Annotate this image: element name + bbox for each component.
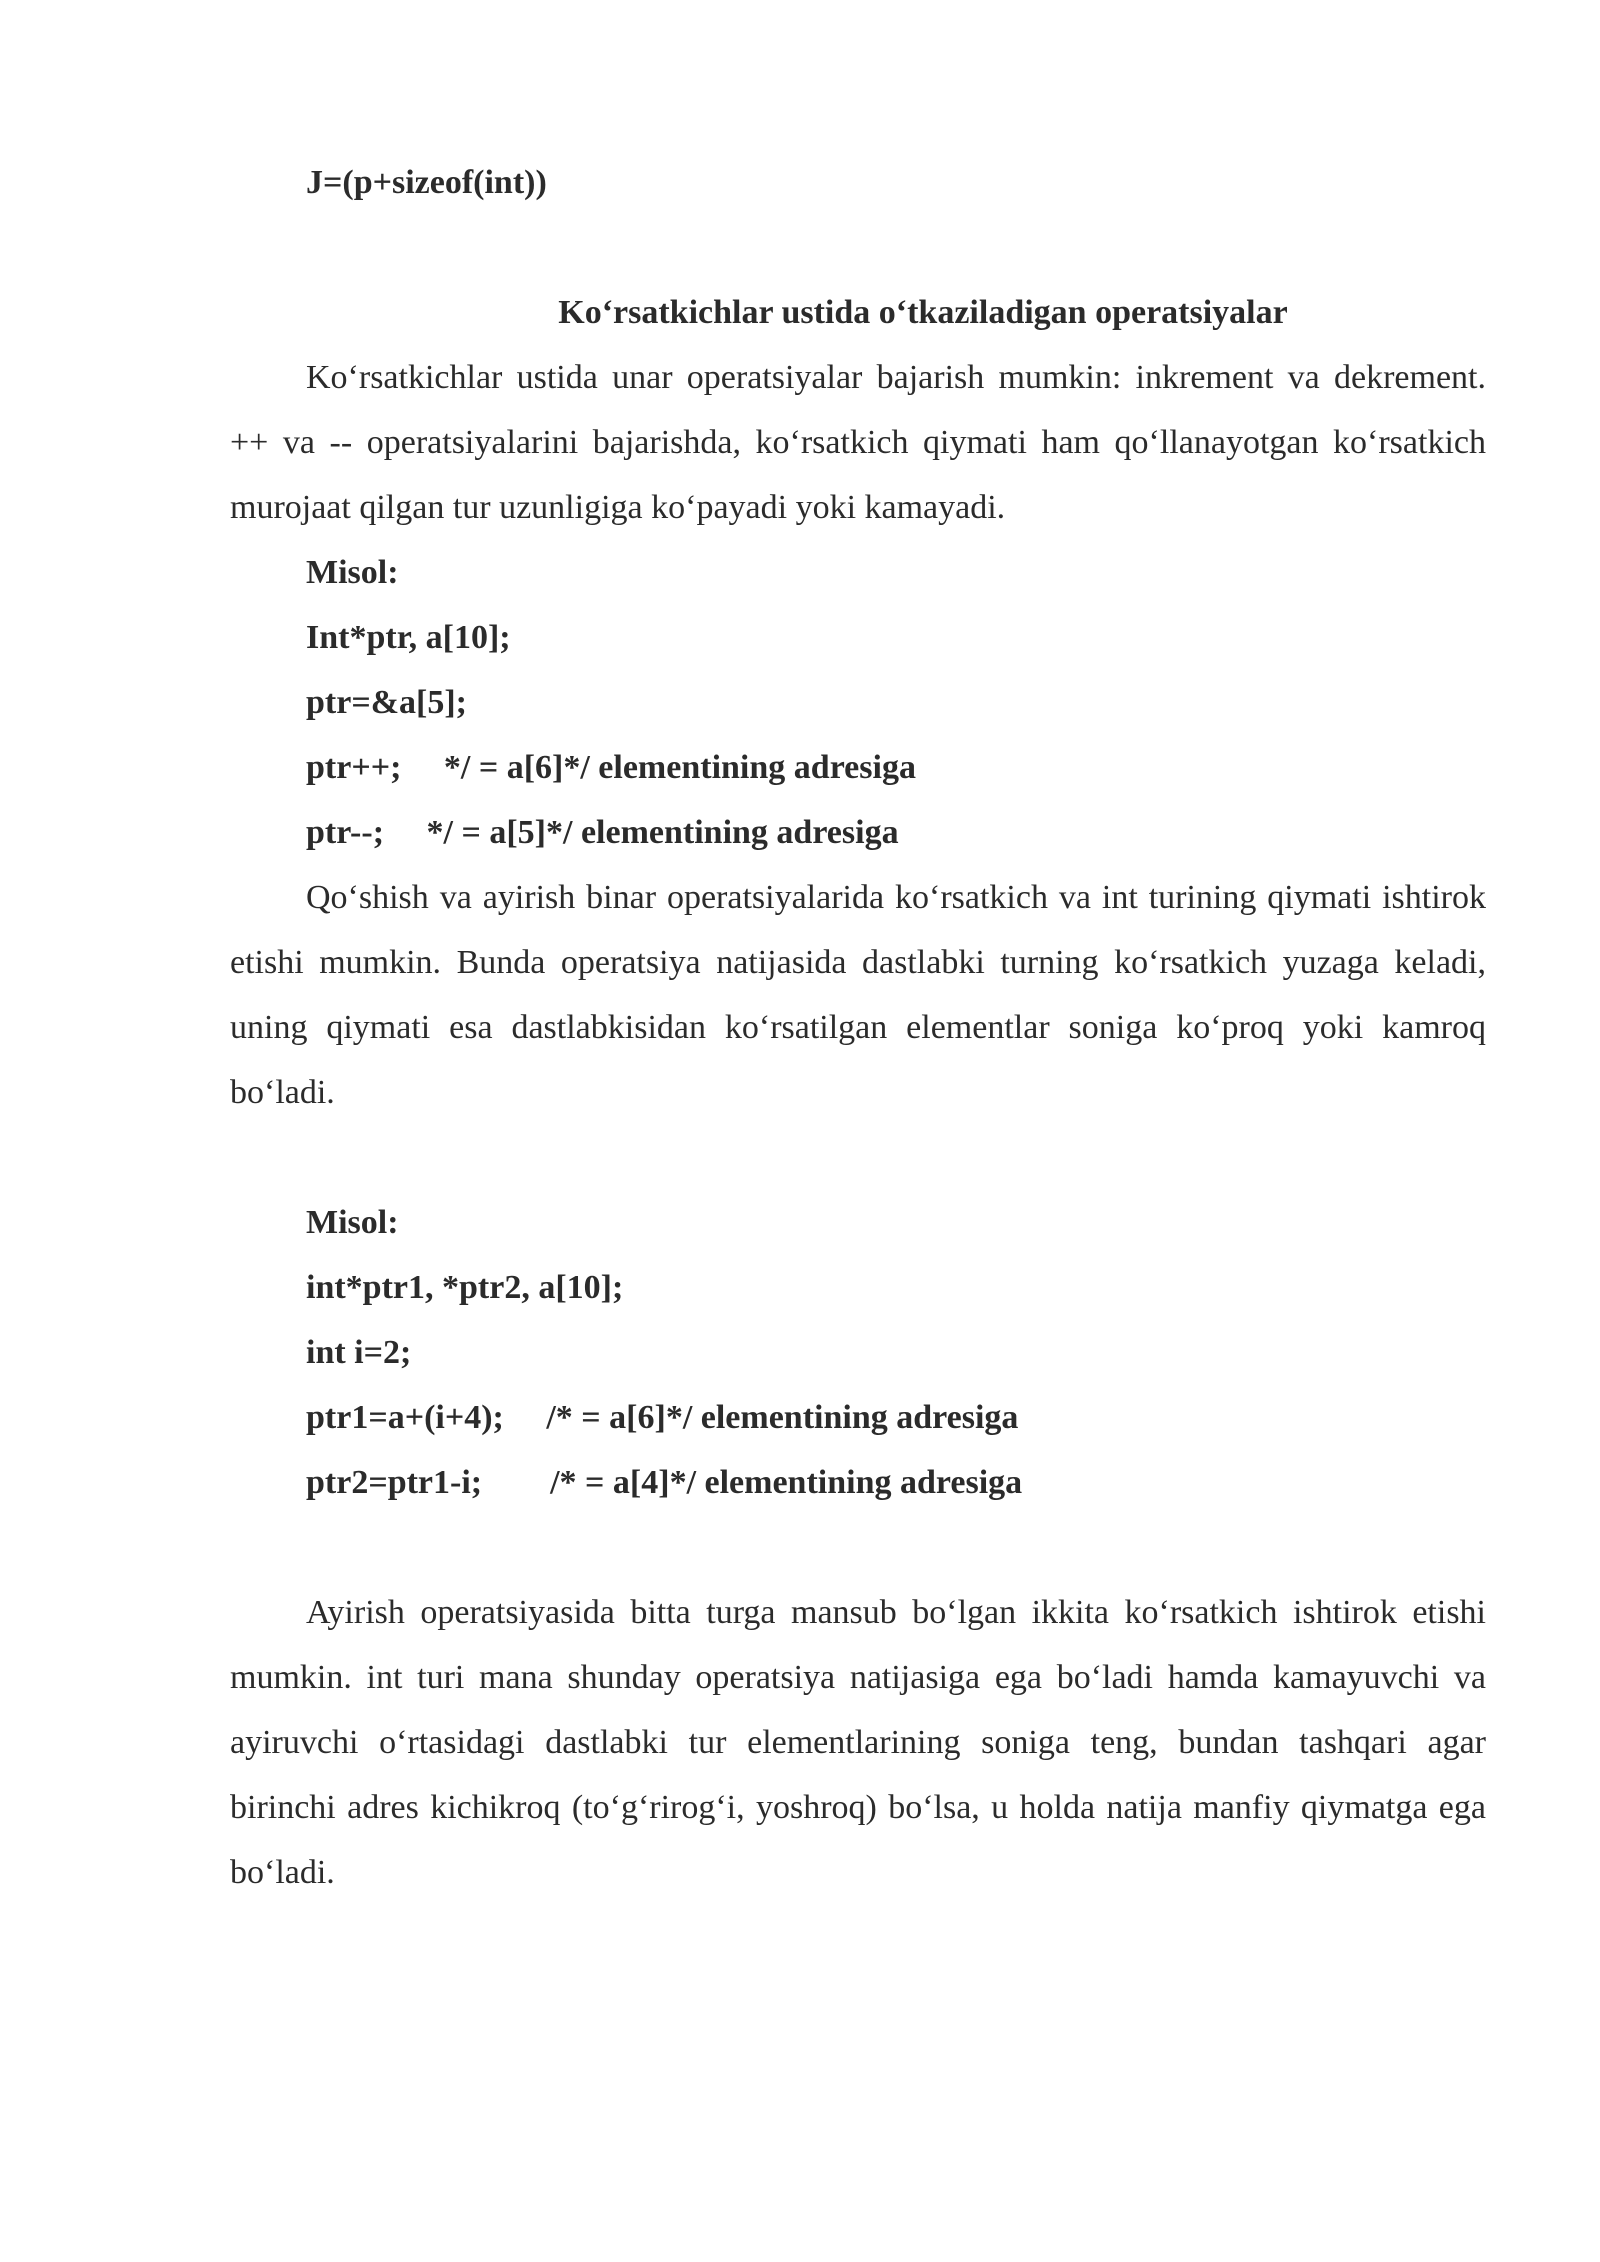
spacer: [230, 1515, 1486, 1580]
document-page: [230, 150, 1486, 1905]
formula-line: J=(p+sizeof(int)): [306, 164, 547, 201]
spacer: [230, 1125, 1486, 1190]
code-line: ptr2=ptr1-i; /* = a[4]*/ elementining adresiga: [306, 1464, 1023, 1501]
code-line: ptr=&a[5];: [306, 684, 467, 721]
code-line: int*ptr1, *ptr2, a[10];: [306, 1269, 624, 1306]
code-line: ptr--; */ = a[5]*/ elementining adresiga: [306, 814, 899, 851]
code-line: Int*ptr, a[10];: [306, 619, 511, 656]
paragraph-unary-ops: Ko‘rsatkichlar ustida unar operatsiyalar bajarish mumkin: inkrement va dekrement. ++ va -- operatsiyalarini bajarishda, ko‘rsatkich qiymati ham qo‘llanayotgan ko‘rsatkich murojaat qilgan tur uzunligiga ko‘payadi yoki kamayadi.: [230, 359, 1486, 526]
code-line: ptr1=a+(i+4); /* = a[6]*/ elementining adresiga: [306, 1399, 1019, 1436]
code-line: ptr++; */ = a[6]*/ elementining adresiga: [306, 749, 916, 786]
example-label: Misol:: [306, 1204, 399, 1241]
paragraph-binary-ops: Qo‘shish va ayirish binar operatsiyalarida ko‘rsatkich va int turining qiymati ishtirok etishi mumkin. Bunda operatsiya natijasida dastlabki turning ko‘rsatkich yuzaga keladi, uning qiymati esa dastlabkisidan ko‘rsatilgan elementlar soniga ko‘proq yoki kamroq bo‘ladi.: [230, 879, 1486, 1111]
section-heading: Ko‘rsatkichlar ustida o‘tkaziladigan operatsiyalar: [558, 294, 1288, 331]
code-line: int i=2;: [306, 1334, 412, 1371]
paragraph-subtraction: Ayirish operatsiyasida bitta turga mansub bo‘lgan ikkita ko‘rsatkich ishtirok etishi mumkin. int turi mana shunday operatsiya natijasiga ega bo‘ladi hamda kamayuvchi va ayiruvchi o‘rtasidagi dastlabki tur elementlarining soniga teng, bundan tashqari agar birinchi adres kichikroq (to‘g‘rirog‘i, yoshroq) bo‘lsa, u holda natija manfiy qiymatga ega bo‘ladi.: [230, 1594, 1486, 1891]
example-label: Misol:: [306, 554, 399, 591]
spacer: [230, 215, 1486, 280]
